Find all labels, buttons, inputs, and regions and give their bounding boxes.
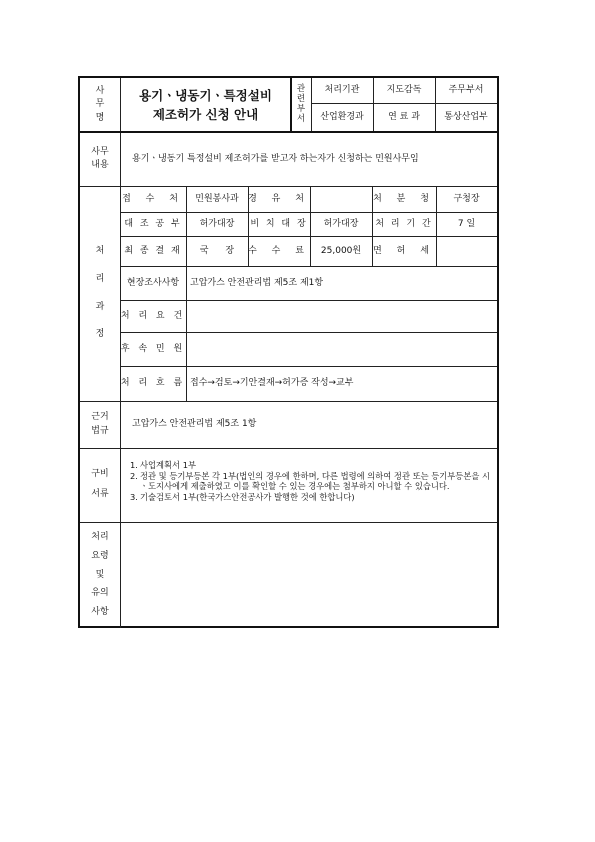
processing-agency-label: 처리기관 [324,85,360,96]
divider [310,186,311,266]
divider [120,78,121,628]
receive-label: 접 수 처 [122,193,184,204]
requirements-value [186,300,497,332]
via-label: 경 유 처 [248,193,310,204]
title-line-1: 용기ㆍ냉동기ㆍ특정설비 [139,87,272,103]
approval-value: 국 장 [199,245,235,256]
ledger-value: 허가대장 [199,218,235,229]
related-dept-label-char: 련 [296,94,306,105]
process-label-char: 처 [95,245,105,256]
document-item [128,460,498,471]
documents-label-line: 구비 [91,469,109,480]
content-label [80,132,120,186]
document-item [128,471,498,492]
processing-agency-value: 산업환경과 [320,112,364,123]
related-dept-label-char: 서 [296,113,306,124]
content-label-line: 사무 [91,146,109,157]
survey-value: 고압가스 안전관리법 제5조 제1항 [190,277,324,288]
documents-label [80,448,120,522]
content-label-line: 내용 [91,160,109,170]
flow-label: 처 리 흐 름 [120,378,186,389]
notes-label-line: 처리 [91,531,109,542]
survey-label: 현장조사사항 [126,277,180,288]
divider [80,401,497,402]
license-tax-label: 면 허 세 [373,245,435,256]
process-label-char: 리 [95,273,105,284]
divider [311,78,312,132]
period-label: 처 리 기 간 [375,218,433,229]
divider [80,186,497,187]
notes-label-line: 요령 [91,550,109,561]
document-item [128,492,498,503]
task-name-label-char: 명 [95,112,105,123]
divider [373,78,374,132]
main-dept-label: 주무부서 [448,85,484,96]
task-name-label-char: 무 [95,99,105,110]
process-label-char: 과 [95,301,105,312]
related-dept-label-char: 관 [296,84,306,95]
related-dept-label [291,78,311,132]
approval-label: 최 종 결 재 [124,245,182,256]
receive-value: 민원봉사과 [195,193,239,204]
basis-text: 고압가스 안전관리법 제5조 1항 [132,419,257,430]
license-tax-value [436,236,497,266]
title-line-2: 제조허가 신청 안내 [152,107,259,122]
divider [248,186,249,266]
divider [186,186,187,401]
divider [311,103,497,104]
divider [372,186,373,266]
basis-label [80,401,120,448]
document-item-text: 정관 및 등기부등본 각 1부(법인의 경우에 한하며, 다른 법령에 의하여 정관 또는 등기부등본을 시ㆍ도지사에게 제출하였고 이를 확인할 수 있는 경우에는 첨부하지 아니할 수 있습니다. [140,470,491,492]
divider [120,266,497,267]
divider [120,236,497,237]
supervision-value: 연 료 과 [388,112,420,123]
notes-text [120,522,497,628]
document-item-number: 3. [130,491,138,502]
notes-label-line: 사항 [91,607,109,618]
process-label [80,186,120,401]
documents-label-line: 서류 [91,489,109,499]
basis-label-line: 근거 [91,412,109,423]
document-item-number: 1. [130,460,138,470]
divider [290,78,292,132]
task-name-label-char: 사 [95,86,105,97]
divider [120,300,497,301]
document-item-number: 2. [130,470,138,481]
documents-list [128,460,498,502]
flow-value: 접수→검토→기안결재→허가증 작성→교부 [190,378,354,389]
followup-value [186,332,497,366]
divider [120,366,497,367]
fee-label: 수 수 료 [248,245,310,256]
form-title [120,78,291,132]
notes-label-line: 유의 [91,588,109,599]
basis-label-line: 법규 [91,425,109,436]
notes-label [80,522,120,628]
document-item-text: 사업계획서 1부 [140,460,197,470]
divider [436,186,437,266]
handle-label: 처 분 청 [373,193,435,204]
task-name-label [80,78,120,132]
divider [80,522,497,523]
register-label: 비 치 대 장 [250,218,308,229]
main-dept-value: 통상산업부 [444,112,488,123]
period-value: 7 일 [457,218,476,229]
divider [120,332,497,333]
notes-label-line: 및 [95,569,105,580]
process-label-char: 정 [95,329,105,340]
application-guide-form [78,76,499,628]
ledger-label: 대 조 공 부 [124,218,182,229]
document-item-text: 기술검토서 1부(한국가스안전공사가 발행한 것에 한합니다) [140,491,355,502]
divider [435,78,436,132]
divider [80,448,497,449]
via-value [310,186,372,212]
register-value: 허가대장 [323,218,359,229]
content-text: 용기ㆍ냉동기 특정설비 제조허가를 받고자 하는자가 신청하는 민원사무임 [132,153,419,164]
requirements-label: 처 리 요 건 [120,310,186,321]
divider [80,131,497,133]
divider [120,212,497,213]
fee-value: 25,000원 [320,245,362,256]
handle-value: 구청장 [453,193,480,204]
followup-label: 후 속 민 원 [120,343,186,354]
related-dept-label-char: 부 [296,104,306,114]
supervision-label: 지도감독 [386,85,422,96]
